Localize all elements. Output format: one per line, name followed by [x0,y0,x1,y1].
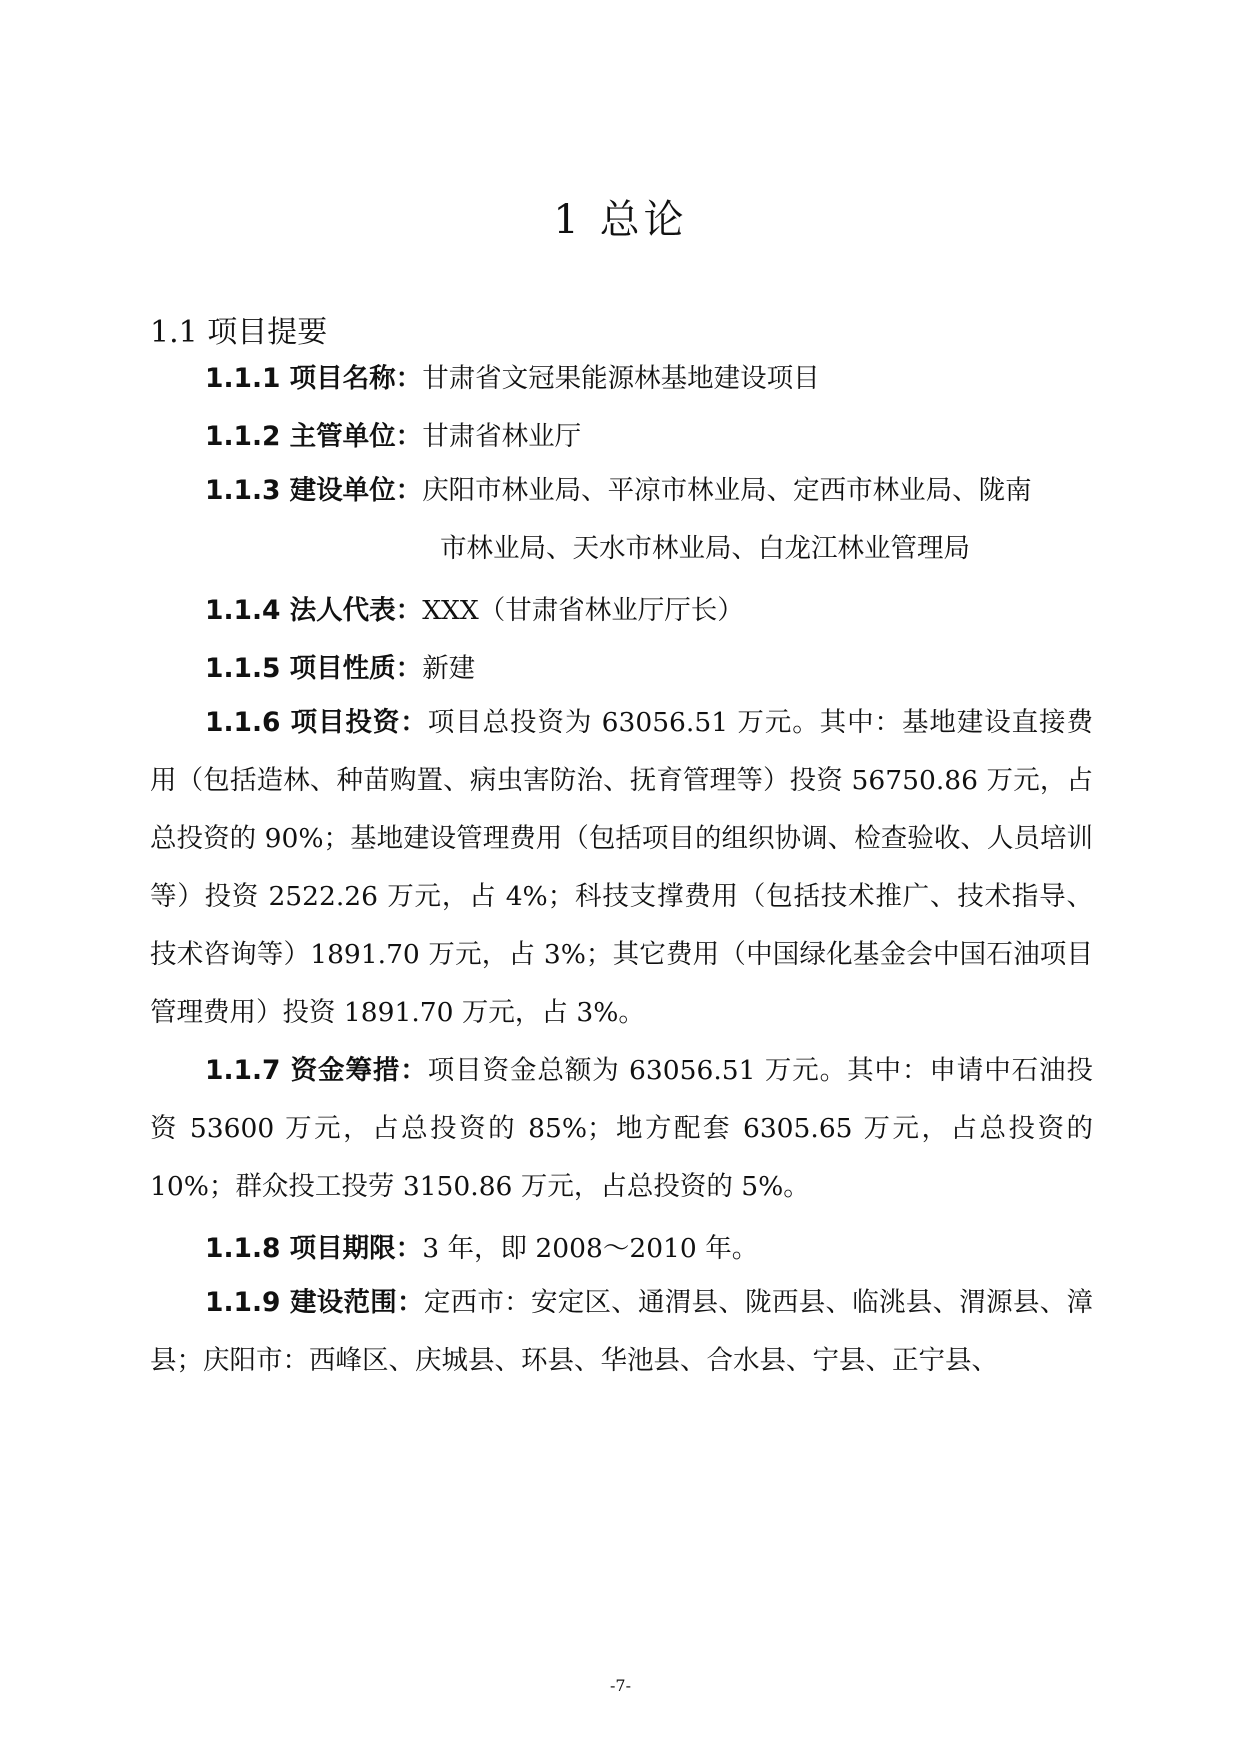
item-label: 1.1.2 主管单位： [205,421,423,452]
item-text: 新建 [422,653,476,684]
item-label: 1.1.1 项目名称： [205,363,423,394]
item-construction-scope [150,1274,1093,1390]
item-project-name [150,346,1093,411]
page-number: -7- [610,1676,631,1695]
item-text: 庆阳市林业局、平凉市林业局、定西市林业局、陇南 [422,475,1032,506]
item-text: 项目总投资为 63056.51 万元。其中：基地建设直接费用（包括造林、种苗购置、病虫害防治、抚育管理等）投资 56750.86 万元，占总投资的 90%；基地建设管理费用（包括项目的组织协调、检查验收、人员培训等）投资 2522.26 万元，占 4%；科技支撑费用（包括技术推广、技术指导、技术咨询等）1891.70 万元，占 3%；其它费用（中国绿化基金会中国石油项目管理费用）投资 1891.70 万元，占 3%。 [150,707,1093,1028]
item-fund-raising [150,1042,1093,1216]
item-project-investment [150,694,1093,1042]
item-label: 1.1.6 项目投资： [205,707,428,738]
item-label: 1.1.9 建设范围： [205,1287,424,1318]
item-construction-unit [150,462,1093,578]
item-label: 1.1.8 项目期限： [205,1233,423,1264]
item-text: XXX（甘肃省林业厅厅长） [422,595,744,626]
item-text: 3 年，即 2008～2010 年。 [422,1233,759,1264]
item-project-period [150,1216,1093,1281]
item-text-continuation: 市林业局、天水市林业局、白龙江林业管理局 [440,533,970,564]
item-legal-representative [150,578,1093,643]
chapter-title: 1 总论 [553,197,688,243]
item-text: 甘肃省林业厅 [422,421,582,452]
item-text: 项目资金总额为 63056.51 万元。其中：申请中石油投资 53600 万元，占总投资的 85%；地方配套 6305.65 万元，占总投资的 10%；群众投工投劳 3150.86 万元，占总投资的 5%。 [150,1055,1093,1202]
item-text: 定西市：安定区、通渭县、陇西县、临洮县、渭源县、漳县；庆阳市：西峰区、庆城县、环县、华池县、合水县、宁县、正宁县、 [150,1287,1093,1376]
item-label: 1.1.4 法人代表： [205,595,423,626]
item-label: 1.1.7 资金筹措： [205,1055,428,1086]
section-heading: 1.1 项目提要 [150,315,328,350]
item-text: 甘肃省文冠果能源林基地建设项目 [422,363,820,394]
item-label: 1.1.5 项目性质： [205,653,423,684]
item-supervising-unit [150,404,1093,469]
item-label: 1.1.3 建设单位： [205,475,423,506]
item-project-nature [150,636,1093,701]
